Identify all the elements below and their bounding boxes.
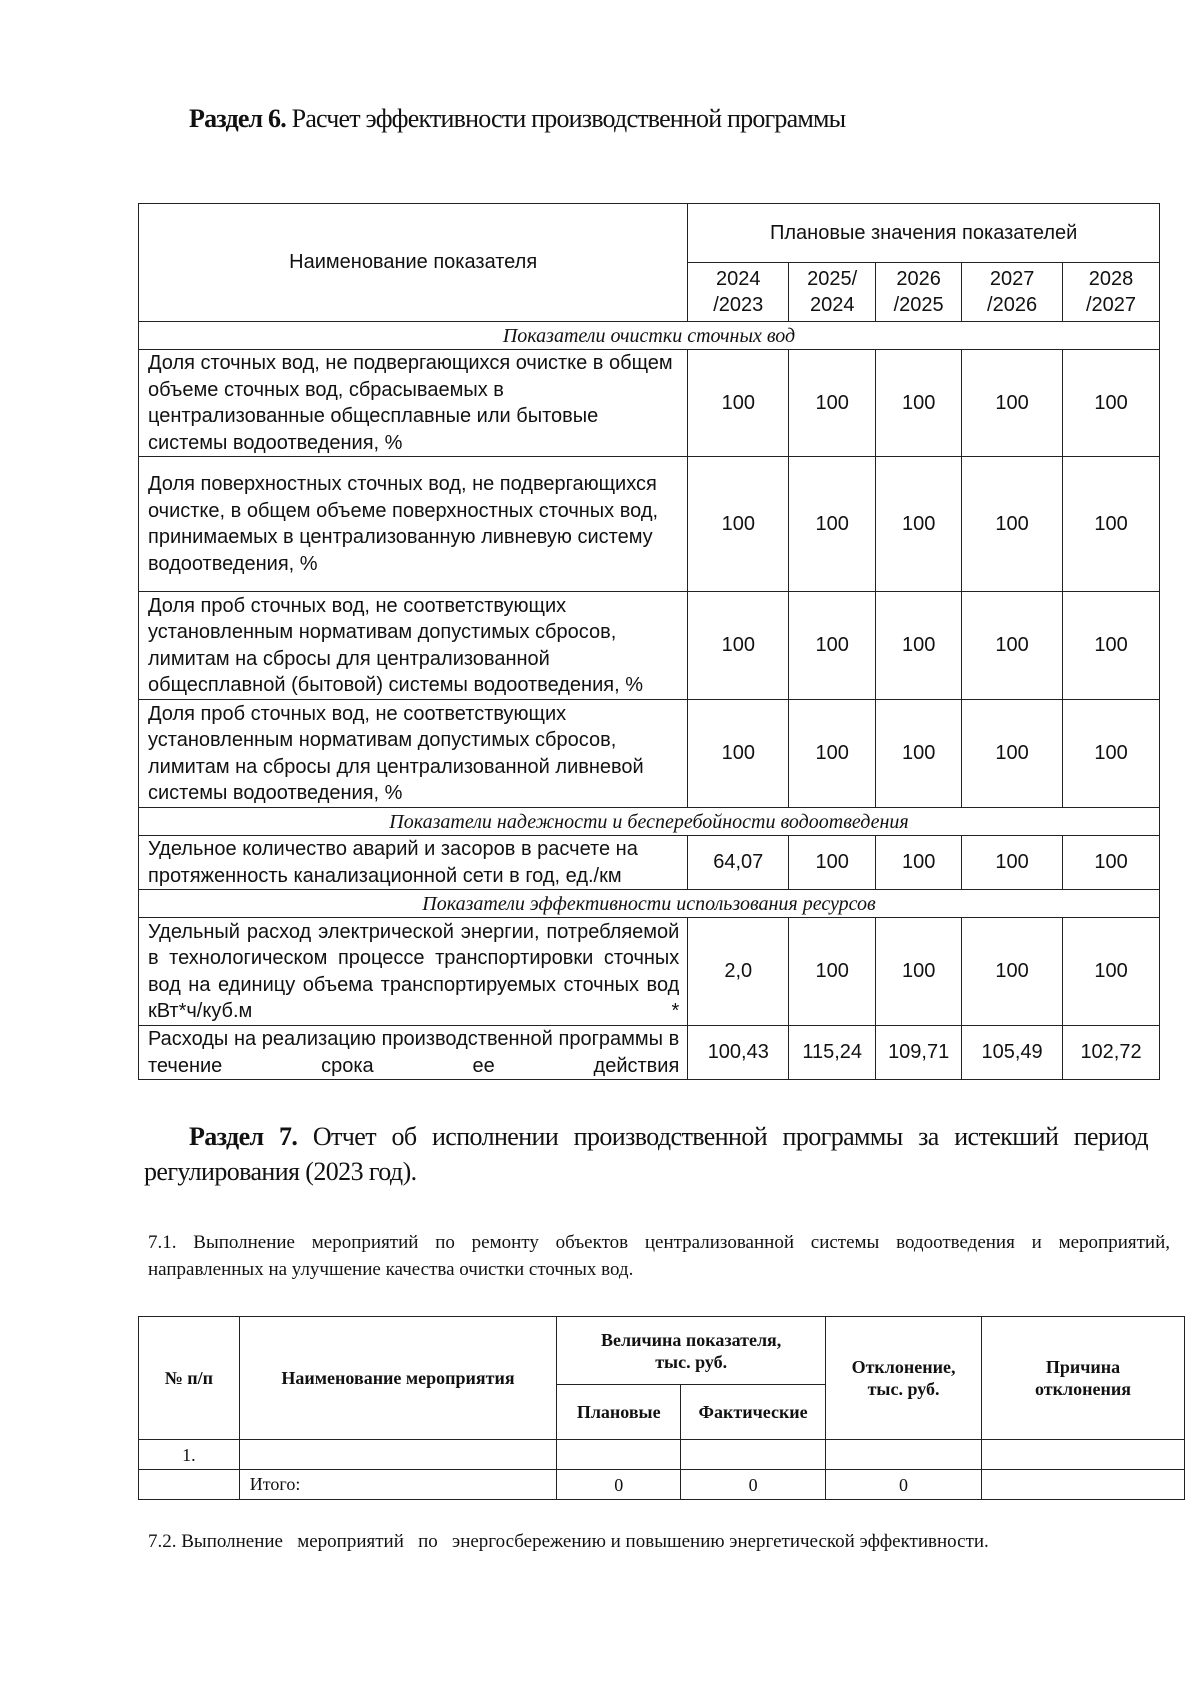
- section7-title: Отчет об исполнении производственной программы за истекший период регулирования (2023 год).: [144, 1122, 1148, 1186]
- value-cell: 100: [962, 350, 1063, 457]
- year-header: 2025/ 2024: [789, 263, 876, 322]
- section6-label: Раздел 6.: [189, 104, 286, 133]
- paragraph-7-1: 7.1. Выполнение мероприятий по ремонту объектов централизованной системы водоотведения и мероприятий, направленных на улучшение качества очистки сточных вод.: [148, 1232, 1170, 1280]
- table-row: [139, 918, 1160, 1026]
- value-cell: 105,49: [962, 1026, 1063, 1080]
- section7-heading: [144, 1119, 1148, 1189]
- value-cell: 100: [688, 457, 789, 592]
- year-header: 2024 /2023: [688, 263, 789, 322]
- value-cell: 100: [962, 918, 1063, 1026]
- value-cell: 100: [876, 836, 962, 890]
- section7-label: Раздел 7.: [189, 1122, 298, 1151]
- value-cell: 100: [1063, 918, 1160, 1026]
- section-row: Показатели очистки сточных вод: [139, 322, 1160, 350]
- value-cell: 100: [876, 350, 962, 457]
- col-fact-header: Фактические: [681, 1385, 826, 1440]
- indicator-name: Доля проб сточных вод, не соответствующих установленным нормативам допустимых сбросов, лимитам на сбросы для централизованной общесплавной (бытовой) системы водоотведения, %: [139, 592, 688, 700]
- col-plan-header: Плановые: [557, 1385, 681, 1440]
- value-cell: 100: [1063, 700, 1160, 808]
- total-row: [139, 1470, 1185, 1500]
- value-cell: 100: [962, 592, 1063, 700]
- fact-cell: [681, 1440, 826, 1470]
- section-row: Показатели эффективности использования ресурсов: [139, 890, 1160, 918]
- value-cell: 100: [1063, 457, 1160, 592]
- measures-table: [138, 1316, 1185, 1500]
- total-plan: 0: [557, 1470, 681, 1500]
- reason-cell: [982, 1470, 1185, 1500]
- table-row: [139, 1026, 1160, 1080]
- value-cell: 100: [688, 592, 789, 700]
- value-cell: 100: [1063, 350, 1160, 457]
- col-reason-header: Причина отклонения: [982, 1317, 1185, 1440]
- col-num-header: № п/п: [139, 1317, 240, 1440]
- table-row: [139, 457, 1160, 592]
- value-cell: 100: [789, 700, 876, 808]
- total-fact: 0: [681, 1470, 826, 1500]
- value-cell: 100: [789, 350, 876, 457]
- paragraph-7-2: 7.2. Выполнение мероприятий по энергосбережению и повышению энергетической эффективности.: [148, 1531, 989, 1552]
- value-cell: 100: [876, 918, 962, 1026]
- year-header: 2027 /2026: [962, 263, 1063, 322]
- value-cell: 109,71: [876, 1026, 962, 1080]
- total-deviation: 0: [826, 1470, 982, 1500]
- value-cell: 2,0: [688, 918, 789, 1026]
- value-cell: 64,07: [688, 836, 789, 890]
- col-name-header: Наименование показателя: [139, 204, 688, 322]
- value-cell: 100: [876, 592, 962, 700]
- table-row: [139, 1440, 1185, 1470]
- value-cell: 100: [876, 700, 962, 808]
- indicator-name: Расходы на реализацию производственной программы в течение срока ее действия: [139, 1026, 688, 1080]
- value-cell: 100: [688, 350, 789, 457]
- value-cell: 115,24: [789, 1026, 876, 1080]
- table-row: [139, 350, 1160, 457]
- value-cell: 100: [962, 457, 1063, 592]
- value-cell: 100: [789, 918, 876, 1026]
- indicator-name: Удельный расход электрической энергии, потребляемой в технологическом процессе транспортировки сточных вод на единицу объема транспортируемых сточных вод кВт*ч/куб.м *: [139, 918, 688, 1026]
- section6-title: Расчет эффективности производственной программы: [291, 104, 846, 133]
- indicator-name: Доля проб сточных вод, не соответствующих установленным нормативам допустимых сбросов, лимитам на сбросы для централизованной ливневой системы водоотведения, %: [139, 700, 688, 808]
- measure-name-cell: [239, 1440, 556, 1470]
- table-row: [139, 592, 1160, 700]
- indicator-name: Удельное количество аварий и засоров в расчете на протяженность канализационной сети в год, ед./км: [139, 836, 688, 890]
- col-deviation-header: Отклонение, тыс. руб.: [826, 1317, 982, 1440]
- value-cell: 100: [789, 457, 876, 592]
- plan-cell: [557, 1440, 681, 1470]
- section6-heading: [189, 104, 845, 134]
- col-value-header: Величина показателя, тыс. руб.: [557, 1317, 826, 1385]
- value-cell: 100: [962, 836, 1063, 890]
- efficiency-table: [138, 203, 1160, 1080]
- year-header: 2026 /2025: [876, 263, 962, 322]
- reason-cell: [982, 1440, 1185, 1470]
- value-cell: 100,43: [688, 1026, 789, 1080]
- indicator-name: Доля поверхностных сточных вод, не подвергающихся очистке, в общем объеме поверхностных сточных вод, принимаемых в централизованную ливневую систему водоотведения, %: [139, 457, 688, 592]
- value-cell: 100: [789, 592, 876, 700]
- deviation-cell: [826, 1440, 982, 1470]
- indicator-name: Доля сточных вод, не подвергающихся очистке в общем объеме сточных вод, сбрасываемых в централизованные общесплавные или бытовые системы водоотведения, %: [139, 350, 688, 457]
- value-cell: 100: [876, 457, 962, 592]
- col-measure-header: Наименование мероприятия: [239, 1317, 556, 1440]
- row-number: [139, 1470, 240, 1500]
- value-cell: 100: [962, 700, 1063, 808]
- row-number: 1.: [139, 1440, 240, 1470]
- value-cell: 102,72: [1063, 1026, 1160, 1080]
- table-row: [139, 836, 1160, 890]
- value-cell: 100: [1063, 592, 1160, 700]
- section-row: Показатели надежности и бесперебойности водоотведения: [139, 808, 1160, 836]
- col-plan-header: Плановые значения показателей: [688, 204, 1160, 263]
- value-cell: 100: [1063, 836, 1160, 890]
- value-cell: 100: [789, 836, 876, 890]
- table-row: [139, 700, 1160, 808]
- value-cell: 100: [688, 700, 789, 808]
- year-header: 2028 /2027: [1063, 263, 1160, 322]
- total-label: Итого:: [239, 1470, 556, 1500]
